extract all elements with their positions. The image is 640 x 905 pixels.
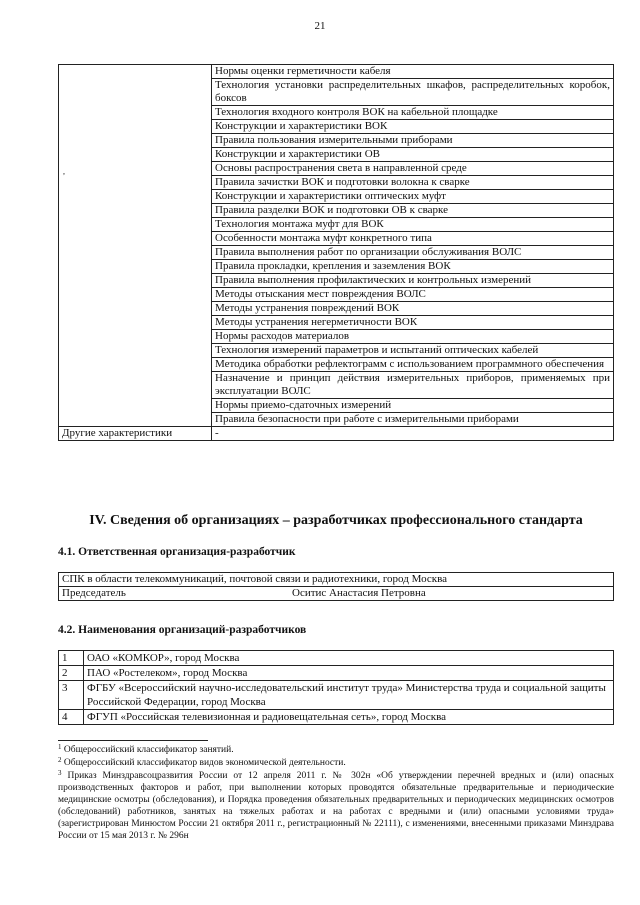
knowledge-item: Методы отыскания мест повреждения ВОЛС xyxy=(212,288,614,302)
developer-row xyxy=(59,651,614,666)
responsible-role: Председатель xyxy=(62,587,126,599)
knowledge-item: Конструкции и характеристики ВОК xyxy=(212,120,614,134)
developer-row xyxy=(59,666,614,681)
developer-number: 4 xyxy=(59,710,84,725)
footnote-divider xyxy=(58,740,208,741)
developer-name: ФГБУ «Всероссийский научно-исследовательский институт труда» Министерства труда и социальной защиты Российской Федерации, город Москва xyxy=(84,681,614,710)
developer-row xyxy=(59,710,614,725)
developer-number: 1 xyxy=(59,651,84,666)
footnote-mark: 1 xyxy=(58,743,62,751)
developers-table xyxy=(58,650,614,725)
knowledge-item: Назначение и принцип действия измерительных приборов, применяемых при эксплуатации ВОЛС xyxy=(212,372,614,399)
developer-name: ФГУП «Российская телевизионная и радиовещательная сеть», город Москва xyxy=(84,710,614,725)
footnote-text: Приказ Минздравсоцразвития России от 12 апреля 2011 г. № 302н «Об утверждении перечней вредных и (или) опасных производственных факторов и работ, при выполнении которых проводятся обязательные предварительные и периодические медицинские осмотры (обследования), и Порядка проведения обязательных предварительных и периодических медицинских осмотров (обследований) работников, занятых на тяжелых работах и на работах с вредными и (или) опасными условиями труда» (зарегистрирован Минюстом России 21 октября 2011 г., регистрационный № 22111), с изменениями, внесенными приказами Минздрава России от 15 мая 2013 г. № 296н xyxy=(58,771,615,841)
stray-mark: , xyxy=(63,167,65,176)
knowledge-item: Правила зачистки ВОК и подготовки волокна к сварке xyxy=(212,176,614,190)
developer-name: ОАО «КОМКОР», город Москва xyxy=(84,651,614,666)
developer-row xyxy=(59,681,614,710)
footnote-mark: 2 xyxy=(58,756,62,764)
subsection-developers-title: 4.2. Наименования организаций-разработчиков xyxy=(58,624,307,636)
responsible-org-name: СПК в области телекоммуникаций, почтовой связи и радиотехники, город Москва xyxy=(59,573,614,587)
knowledge-label-cell xyxy=(59,65,212,427)
footnote xyxy=(58,770,614,842)
knowledge-item: Правила безопасности при работе с измерительными приборами xyxy=(212,413,614,427)
developer-name: ПАО «Ростелеком», город Москва xyxy=(84,666,614,681)
knowledge-item: Нормы оценки герметичности кабеля xyxy=(212,65,614,79)
other-characteristics-row xyxy=(59,427,614,441)
knowledge-item: Нормы расходов материалов xyxy=(212,330,614,344)
responsible-person: Оситис Анастасия Петровна xyxy=(292,587,426,599)
responsible-signatory-row xyxy=(59,587,614,601)
knowledge-item: Правила прокладки, крепления и заземления ВОК xyxy=(212,260,614,274)
responsible-org-table xyxy=(58,572,614,601)
footnotes xyxy=(58,744,614,843)
other-characteristics-label: Другие характеристики xyxy=(59,427,212,441)
knowledge-item: Правила выполнения профилактических и контрольных измерений xyxy=(212,274,614,288)
subsection-responsible-title: 4.1. Ответственная организация-разработчик xyxy=(58,546,296,558)
developer-number: 2 xyxy=(59,666,84,681)
knowledge-item: Правила выполнения работ по организации обслуживания ВОЛС xyxy=(212,246,614,260)
knowledge-item: Технология входного контроля ВОК на кабельной площадке xyxy=(212,106,614,120)
knowledge-table xyxy=(58,64,614,441)
footnote-mark: 3 xyxy=(58,769,62,777)
developer-number: 3 xyxy=(59,681,84,710)
footnote-text: Общероссийский классификатор видов экономической деятельности. xyxy=(63,758,346,768)
knowledge-item: Методы устранения негерметичности ВОК xyxy=(212,316,614,330)
knowledge-item: Технология измерений параметров и испытаний оптических кабелей xyxy=(212,344,614,358)
knowledge-item: Методы устранения повреждений ВОК xyxy=(212,302,614,316)
knowledge-item: Правила пользования измерительными приборами xyxy=(212,134,614,148)
knowledge-item: Технология монтажа муфт для ВОК xyxy=(212,218,614,232)
knowledge-row xyxy=(59,65,614,79)
other-characteristics-value: - xyxy=(212,427,614,441)
section-title: IV. Сведения об организациях – разработчиках профессионального стандарта xyxy=(89,513,583,528)
knowledge-item: Технология установки распределительных шкафов, распределительных коробок, боксов xyxy=(212,79,614,106)
footnote xyxy=(58,757,614,769)
footnote-text: Общероссийский классификатор занятий. xyxy=(63,745,234,755)
knowledge-item: Особенности монтажа муфт конкретного типа xyxy=(212,232,614,246)
knowledge-item: Конструкции и характеристики ОВ xyxy=(212,148,614,162)
knowledge-item: Правила разделки ВОК и подготовки ОВ к сварке xyxy=(212,204,614,218)
knowledge-item: Основы распространения света в направленной среде xyxy=(212,162,614,176)
footnote xyxy=(58,744,614,756)
knowledge-item: Нормы приемо-сдаточных измерений xyxy=(212,399,614,413)
knowledge-item: Методика обработки рефлектограмм с использованием программного обеспечения xyxy=(212,358,614,372)
page-number: 21 xyxy=(314,20,326,32)
knowledge-item: Конструкции и характеристики оптических муфт xyxy=(212,190,614,204)
